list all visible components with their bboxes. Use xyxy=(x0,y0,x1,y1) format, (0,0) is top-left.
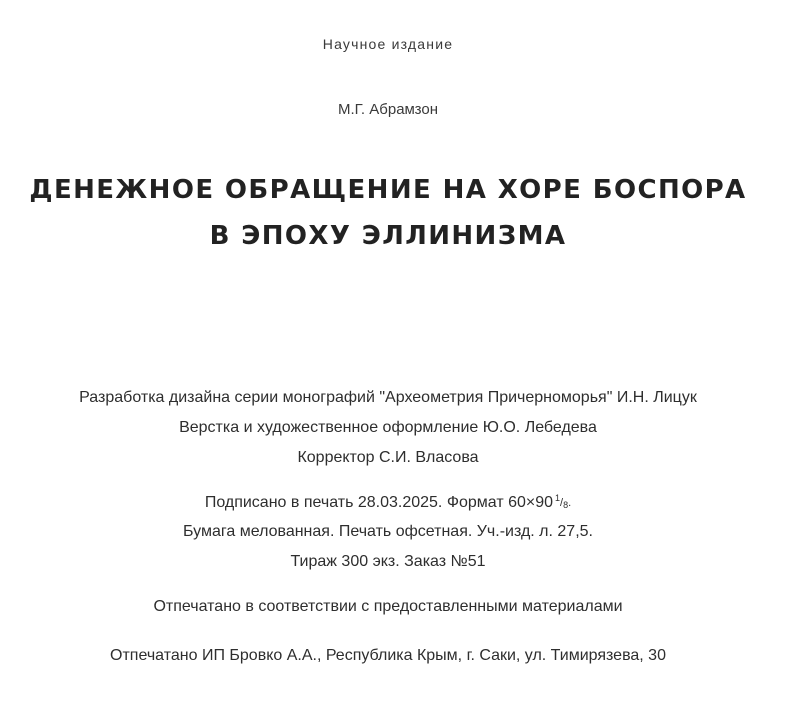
proofreader-credit: Корректор С.И. Власова xyxy=(297,449,479,466)
design-credit: Разработка дизайна серии монографий "Археометрия Причерноморья" И.Н. Лицук xyxy=(79,389,697,406)
book-title-line-1: ДЕНЕЖНОЕ ОБРАЩЕНИЕ НА ХОРЕ БОСПОРА xyxy=(29,175,747,205)
materials-note: Отпечатано в соответствии с предоставленными материалами xyxy=(153,598,623,615)
signed-for-print xyxy=(0,493,776,512)
print-run: Тираж 300 экз. Заказ №51 xyxy=(290,553,486,570)
printer-info: Отпечатано ИП Бровко А.А., Республика Крым, г. Саки, ул. Тимирязева, 30 xyxy=(110,647,666,664)
layout-credit: Верстка и художественное оформление Ю.О. Лебедева xyxy=(179,419,597,436)
paper-info: Бумага мелованная. Печать офсетная. Уч.-изд. л. 27,5. xyxy=(183,523,593,540)
edition-type: Научное издание xyxy=(322,36,454,52)
format-fraction-denominator: 8 xyxy=(563,500,569,510)
book-title-line-2: В ЭПОХУ ЭЛЛИНИЗМА xyxy=(209,221,567,251)
format-fraction: $^1/_8$. xyxy=(555,493,572,510)
author-name: М.Г. Абрамзон xyxy=(337,101,439,118)
format-fraction-numerator: 1 xyxy=(555,493,561,503)
signed-for-print-text: Подписано в печать 28.03.2025. Формат 60×90 xyxy=(204,494,554,511)
